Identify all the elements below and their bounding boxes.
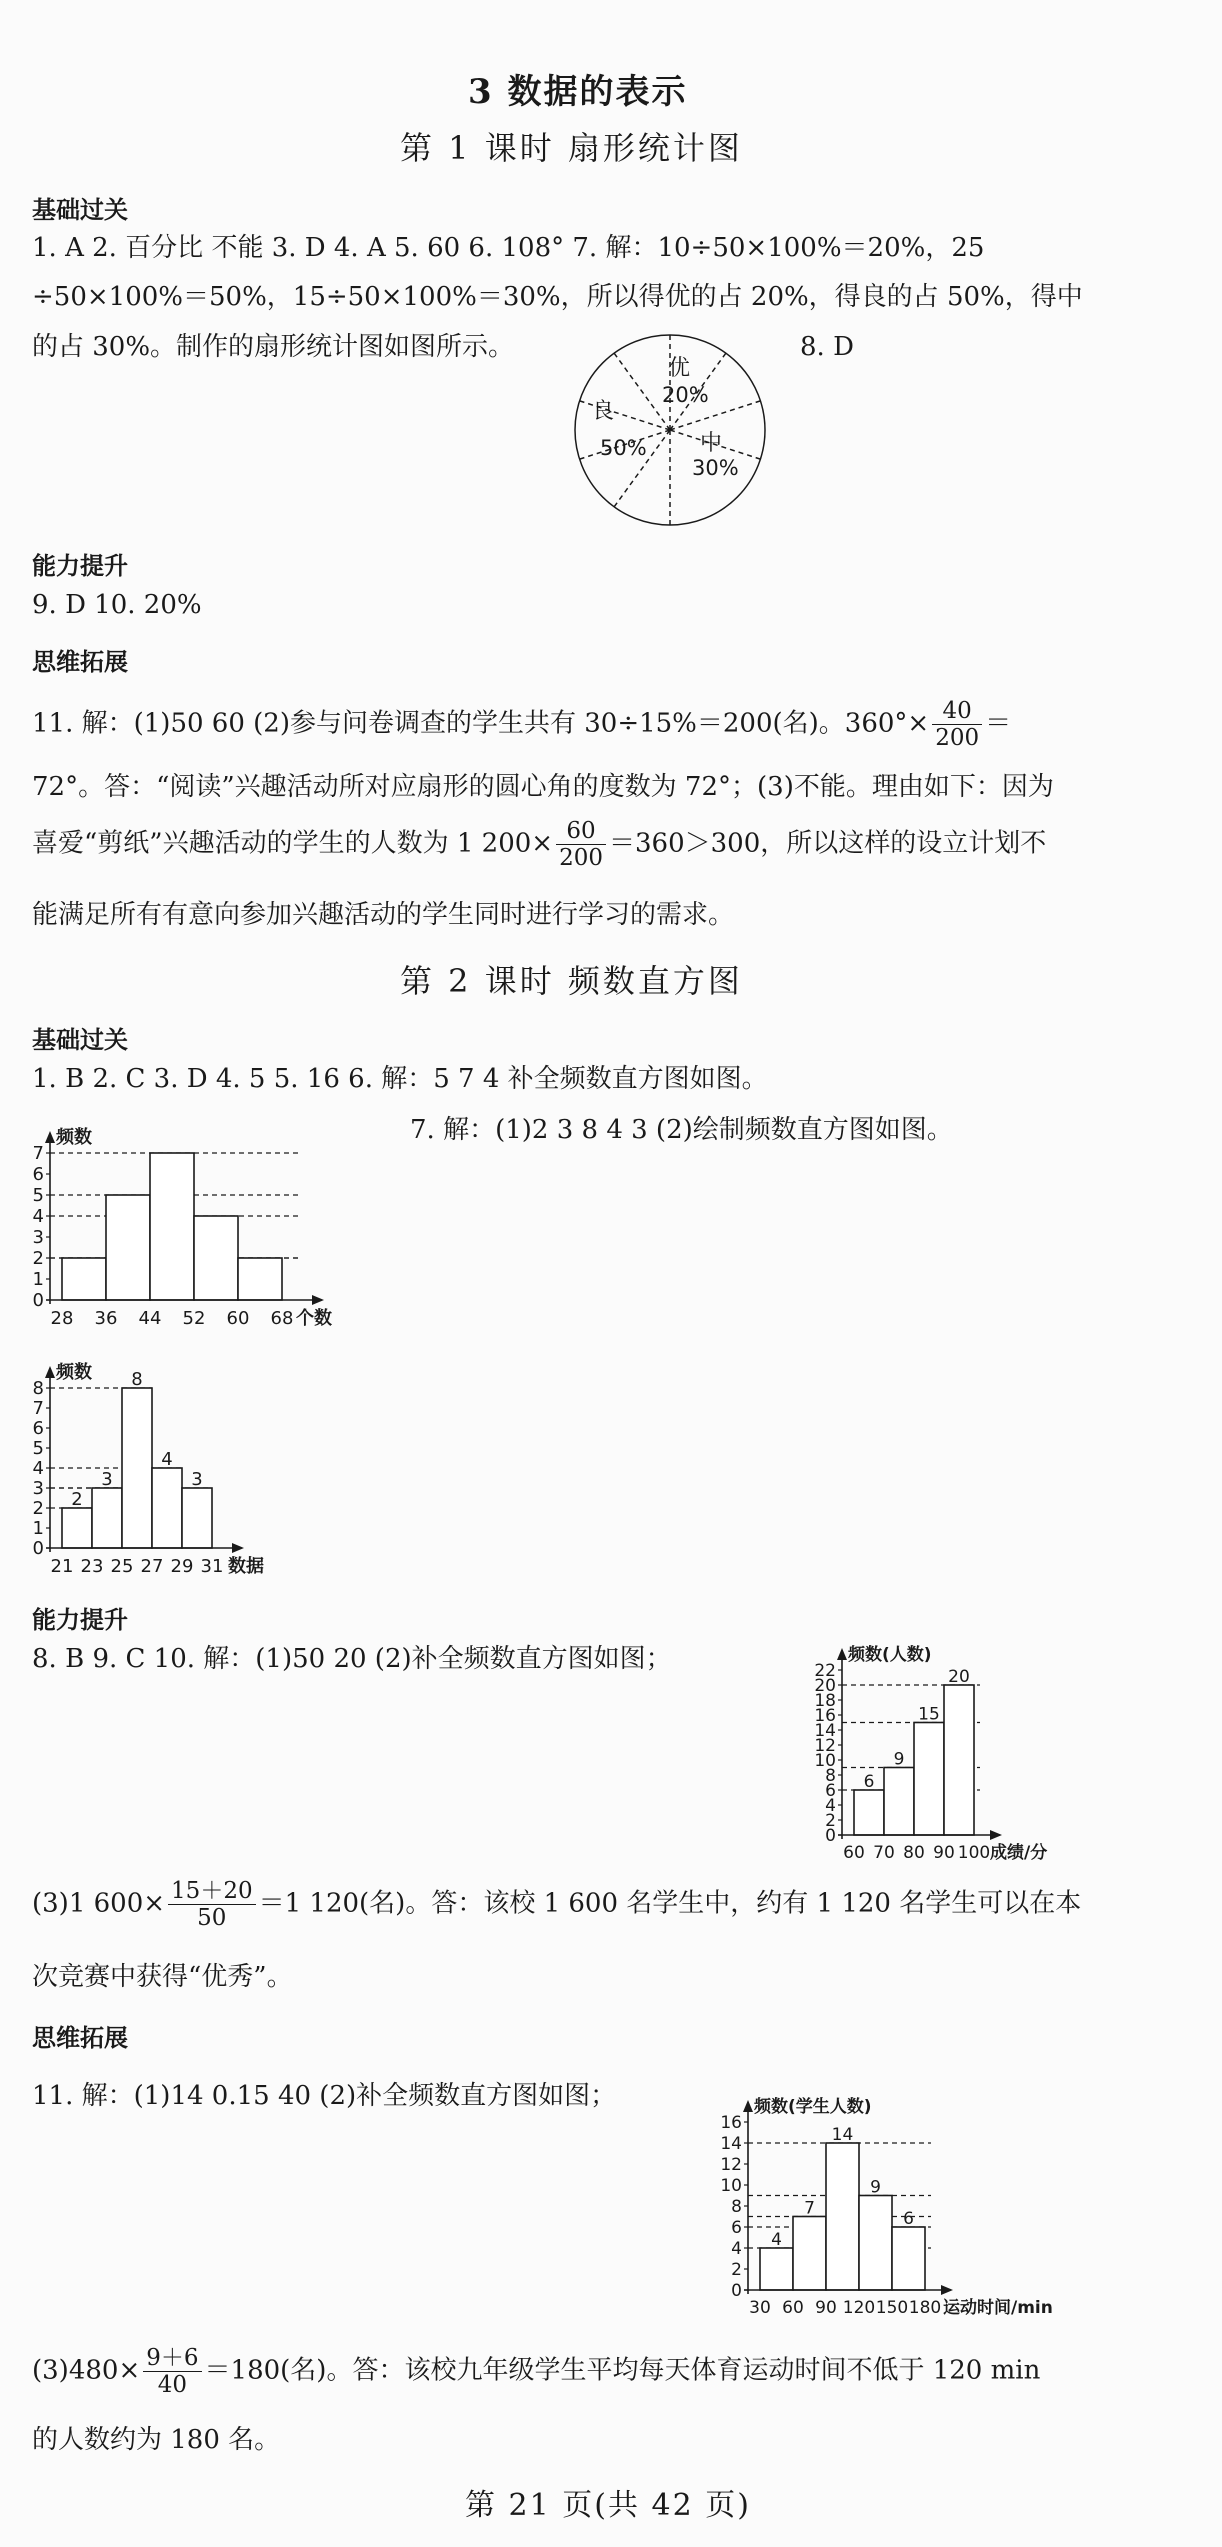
lesson1-q11-line1: 11. 解：(1)50 60 (2)参与问卷调查的学生共有 30÷15%＝200(名)。360°× $\frac{40}{200}$ ＝ <box>32 698 1012 751</box>
data-label-3: 4 <box>161 1449 173 1470</box>
lesson1-line2: ÷50×100%＝50%，15÷50×100%＝30%，所以得优的占 20%，得良的占 50%，得中 <box>32 282 1083 312</box>
lesson2-siwei-heading: 思维拓展 <box>32 2024 128 2052</box>
y-tick-label-7: 14 <box>814 1721 836 1741</box>
y-tick-label-5: 5 <box>32 1438 44 1459</box>
y-axis-label: 频数 <box>56 1127 92 1148</box>
y-tick-label-5: 5 <box>32 1185 44 1206</box>
x-axis-arrow <box>232 1543 244 1553</box>
y-tick-label-1: 2 <box>825 1811 836 1831</box>
x-tick-label-5: 68 <box>270 1308 294 1329</box>
lesson2-q10-3-line2: 次竞赛中获得“优秀”。 <box>32 1962 293 1992</box>
x-tick-label-1: 23 <box>80 1556 104 1577</box>
y-tick-label-10: 20 <box>814 1676 836 1696</box>
data-label-4: 3 <box>191 1469 203 1490</box>
lesson2-q10-3-line1: (3)1 600× $\frac{15+20}{50}$ ＝1 120(名)。答：该校 1 600 名学生中，约有 1 120 名学生可以在本 <box>32 1878 1082 1931</box>
x-tick-label-0: 28 <box>50 1308 74 1329</box>
y-tick-label-7: 7 <box>32 1398 44 1419</box>
y-tick-label-4: 4 <box>32 1206 44 1227</box>
x-axis-label: 数据 <box>228 1556 264 1577</box>
x-axis-arrow <box>941 2285 953 2295</box>
y-tick-label-4: 8 <box>731 2197 742 2217</box>
data-label-1: 3 <box>101 1469 113 1490</box>
lesson1-q11-line2: 72°。答：“阅读”兴趣活动所对应扇形的圆心角的度数为 72°；(3)不能。理由如下：因为 <box>32 772 1054 802</box>
y-tick-label-6: 12 <box>720 2155 742 2175</box>
x-tick-label-3: 52 <box>182 1308 206 1329</box>
y-tick-label-6: 6 <box>32 1164 44 1185</box>
y-tick-label-8: 16 <box>720 2113 742 2133</box>
histogram-3 <box>810 1635 1140 1860</box>
x-tick-label-3: 27 <box>140 1556 164 1577</box>
y-tick-label-3: 6 <box>731 2218 742 2238</box>
bar-3 <box>944 1685 974 1835</box>
x-tick-label-3: 90 <box>933 1843 955 1860</box>
bar-0 <box>760 2248 793 2290</box>
bar-3 <box>152 1468 182 1548</box>
histogram-4 <box>700 2080 1150 2320</box>
bar-4 <box>182 1488 212 1548</box>
pie-pct-you: 20% <box>662 383 709 407</box>
lesson2-q7: 7. 解：(1)2 3 8 4 3 (2)绘制频数直方图如图。 <box>410 1115 953 1145</box>
y-tick-label-0: 0 <box>825 1826 836 1846</box>
x-tick-label-3: 120 <box>842 2298 876 2318</box>
x-axis-arrow <box>990 1830 1002 1840</box>
x-tick-label-0: 30 <box>749 2298 771 2318</box>
y-tick-label-6: 6 <box>32 1418 44 1439</box>
page-footer: 第 21 页(共 42 页) <box>465 2488 751 2523</box>
pie-label-liang: 良 <box>592 399 615 424</box>
x-tick-label-0: 60 <box>843 1843 865 1860</box>
lesson1-jichu-heading: 基础过关 <box>32 196 128 224</box>
y-tick-label-4: 4 <box>32 1458 44 1479</box>
pie-chart <box>570 330 770 530</box>
x-axis-label: 个数 <box>296 1308 332 1329</box>
bar-1 <box>92 1488 122 1548</box>
y-tick-label-3: 3 <box>32 1227 44 1248</box>
data-label-4: 6 <box>903 2209 914 2229</box>
lesson2-line1: 1. B 2. C 3. D 4. 5 5. 16 6. 解：5 7 4 补全频数直方图如图。 <box>32 1064 768 1094</box>
data-label-3: 9 <box>870 2177 881 2198</box>
histogram-1 <box>20 1110 410 1340</box>
x-tick-label-2: 80 <box>903 1843 925 1860</box>
bar-4 <box>238 1258 282 1300</box>
pie-label-zhong: 中 <box>700 431 723 456</box>
x-tick-label-0: 21 <box>50 1556 74 1577</box>
y-axis-arrow <box>45 1131 55 1143</box>
fraction-40-200: $\frac{40}{200}$ <box>932 698 982 751</box>
lesson1-line3: 的占 30%。制作的扇形统计图如图所示。 <box>32 332 515 362</box>
lesson2-q8-10: 8. B 9. C 10. 解：(1)50 20 (2)补全频数直方图如图； <box>32 1644 672 1674</box>
data-label-2: 8 <box>131 1369 143 1390</box>
y-tick-label-2: 2 <box>32 1498 44 1519</box>
y-axis-label: 频数(人数) <box>848 1645 932 1665</box>
pie-pct-zhong: 30% <box>692 456 739 480</box>
lesson1-q8: 8. D <box>800 332 854 362</box>
y-tick-label-2: 2 <box>32 1248 44 1269</box>
lesson1-title: 第 1 课时 扇形统计图 <box>400 129 743 167</box>
lesson2-nengli-heading: 能力提升 <box>32 1606 128 1634</box>
lesson1-nengli-heading: 能力提升 <box>32 552 128 580</box>
y-tick-label-7: 7 <box>32 1143 44 1164</box>
bar-1 <box>106 1195 150 1300</box>
bar-0 <box>854 1790 884 1835</box>
y-tick-label-8: 8 <box>32 1378 44 1399</box>
y-tick-label-3: 3 <box>32 1478 44 1499</box>
y-tick-label-0: 0 <box>32 1538 44 1559</box>
bar-2 <box>122 1388 152 1548</box>
y-tick-label-3: 6 <box>825 1781 836 1801</box>
y-axis-arrow <box>45 1366 55 1378</box>
lesson2-title: 第 2 课时 频数直方图 <box>400 962 743 1000</box>
y-tick-label-11: 22 <box>814 1661 836 1681</box>
y-tick-label-2: 4 <box>825 1796 836 1816</box>
data-label-1: 7 <box>804 2198 815 2219</box>
bar-2 <box>914 1723 944 1836</box>
lesson2-q11-3-line2: 的人数约为 180 名。 <box>32 2425 281 2455</box>
y-tick-label-0: 0 <box>731 2281 742 2301</box>
lesson1-line1: 1. A 2. 百分比 不能 3. D 4. A 5. 60 6. 108° 7. 解：10÷50×100%＝20%，25 <box>32 233 985 263</box>
x-axis-label: 运动时间/min <box>943 2298 1053 2318</box>
bar-4 <box>892 2227 925 2290</box>
lesson1-q11-line3: 喜爱“剪纸”兴趣活动的学生的人数为 1 200× $\frac{60}{200}$ ＝360＞300，所以这样的设立计划不 <box>32 818 1047 871</box>
x-tick-label-5: 180 <box>908 2298 942 2318</box>
lesson1-q9-10: 9. D 10. 20% <box>32 590 202 620</box>
data-label-0: 2 <box>71 1489 83 1510</box>
x-axis-arrow <box>312 1295 324 1305</box>
pie-pct-liang: 50% <box>600 436 647 460</box>
x-tick-label-1: 70 <box>873 1843 895 1860</box>
bar-0 <box>62 1508 92 1548</box>
data-label-0: 6 <box>863 1772 875 1792</box>
x-tick-label-2: 90 <box>815 2298 837 2318</box>
y-axis-label: 频数(学生人数) <box>754 2097 872 2117</box>
y-tick-label-4: 8 <box>825 1766 836 1786</box>
bar-2 <box>826 2143 859 2290</box>
data-label-0: 4 <box>771 2230 782 2250</box>
x-tick-label-4: 60 <box>226 1308 250 1329</box>
y-axis-arrow <box>837 1648 847 1660</box>
x-tick-label-1: 60 <box>782 2298 804 2318</box>
data-label-1: 9 <box>893 1749 905 1770</box>
pie-label-you: 优 <box>668 356 691 381</box>
lesson2-q11: 11. 解：(1)14 0.15 40 (2)补全频数直方图如图； <box>32 2081 617 2111</box>
y-tick-label-0: 0 <box>32 1290 44 1311</box>
lesson2-jichu-heading: 基础过关 <box>32 1026 128 1054</box>
data-label-3: 20 <box>948 1667 970 1687</box>
bar-2 <box>150 1153 194 1300</box>
bar-1 <box>793 2217 826 2291</box>
bar-0 <box>62 1258 106 1300</box>
fraction-35-50: $\frac{15+20}{50}$ <box>168 1878 256 1931</box>
y-tick-label-7: 14 <box>720 2134 742 2154</box>
y-axis-label: 频数 <box>56 1362 92 1383</box>
x-axis-label: 成绩/分 <box>990 1843 1048 1860</box>
x-tick-label-2: 44 <box>138 1308 162 1329</box>
y-tick-label-5: 10 <box>720 2176 742 2196</box>
x-tick-label-4: 150 <box>875 2298 909 2318</box>
lesson1-q11-line4: 能满足所有有意向参加兴趣活动的学生同时进行学习的需求。 <box>32 900 735 930</box>
fraction-60-200: $\frac{60}{200}$ <box>556 818 606 871</box>
data-label-2: 14 <box>831 2125 854 2145</box>
bar-3 <box>194 1216 238 1300</box>
y-axis-arrow <box>743 2100 753 2112</box>
section-title: 3 数据的表示 <box>468 72 688 112</box>
y-tick-label-9: 18 <box>814 1691 836 1711</box>
y-tick-label-8: 16 <box>814 1706 836 1726</box>
y-tick-label-1: 1 <box>32 1269 44 1290</box>
x-tick-label-2: 25 <box>110 1556 134 1577</box>
x-tick-label-4: 29 <box>170 1556 194 1577</box>
x-tick-label-5: 31 <box>200 1556 224 1577</box>
y-tick-label-2: 4 <box>731 2239 742 2259</box>
lesson1-siwei-heading: 思维拓展 <box>32 648 128 676</box>
data-label-2: 15 <box>918 1704 940 1725</box>
fraction-15-40: $\frac{9+6}{40}$ <box>143 2345 201 2398</box>
y-tick-label-1: 1 <box>32 1518 44 1539</box>
lesson2-q11-3-line1: (3)480× $\frac{9+6}{40}$ ＝180(名)。答：该校九年级学生平均每天体育运动时间不低于 120 min <box>32 2345 1041 2398</box>
x-tick-label-4: 100 <box>957 1843 991 1860</box>
bar-1 <box>884 1768 914 1836</box>
histogram-2 <box>20 1348 350 1578</box>
x-tick-label-1: 36 <box>94 1308 118 1329</box>
y-tick-label-6: 12 <box>814 1736 836 1756</box>
bar-3 <box>859 2196 892 2291</box>
y-tick-label-1: 2 <box>731 2260 742 2280</box>
y-tick-label-5: 10 <box>814 1751 836 1771</box>
